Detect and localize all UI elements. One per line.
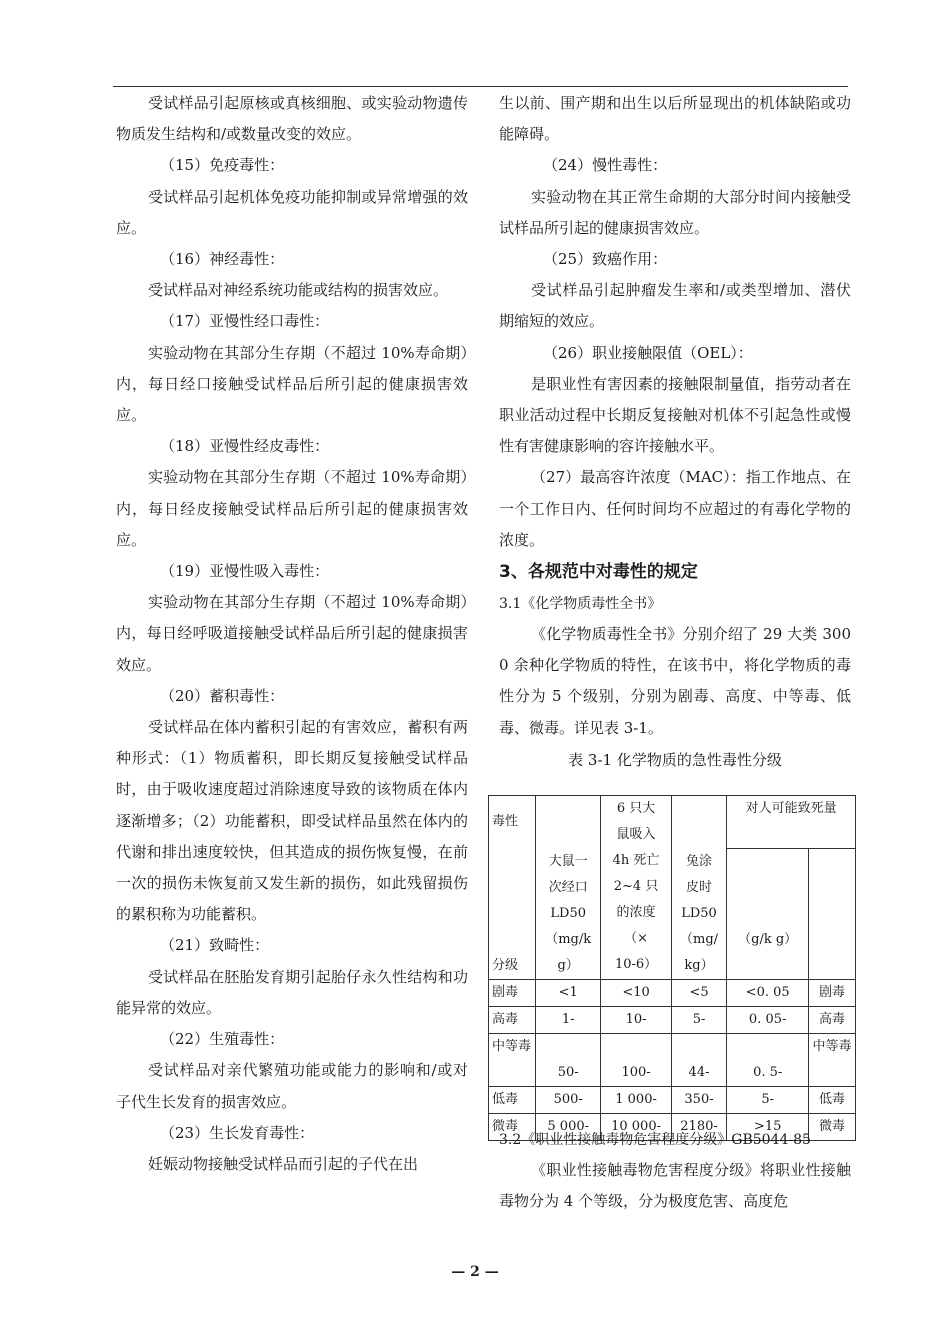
section-heading: 3、各规范中对毒性的规定 [499, 562, 698, 583]
header-grade: 分级 [489, 849, 536, 980]
paragraph: 实验动物在其部分生存期（不超过 10%寿命期）内，每日经口接触受试样品后所引起的健康损害效应。 [116, 343, 468, 425]
paragraph: 受试样品引起肿瘤发生率和/或类型增加、潜伏期缩短的效应。 [499, 281, 851, 331]
right-column-after-table [499, 1125, 851, 1217]
paragraph: 妊娠动物接触受试样品而引起的子代在出 [148, 1154, 419, 1173]
paragraph: 受试样品引起机体免疫功能抑制或异常增强的效应。 [116, 187, 468, 237]
paragraph: 是职业性有害因素的接触限制量值，指劳动者在职业活动过程中长期反复接触对机体不引起急性或慢性有害健康影响的容许接触水平。 [499, 374, 851, 456]
term-heading: （20）蓄积毒性： [160, 686, 285, 705]
header-dermal-ld50: 兔涂 皮时 LD50 （mg/ kg） [671, 796, 727, 980]
paragraph: 受试样品在胚胎发育期引起胎仔永久性结构和功能异常的效应。 [116, 967, 468, 1017]
term-heading: （19）亚慢性吸入毒性： [160, 562, 330, 581]
paragraph: 实验动物在其正常生命期的大部分时间内接触受试样品所引起的健康损害效应。 [499, 187, 851, 237]
term-heading: （21）致畸性： [160, 936, 270, 955]
header-oral-ld50: 大鼠一 次经口 LD50 （mg/k g） [536, 796, 601, 980]
right-column [499, 88, 851, 776]
paragraph: （27）最高容许浓度（MAC）：指工作地点、在一个工作日内、任何时间均不应超过的有毒化学物的浓度。 [499, 468, 851, 549]
term-heading: （17）亚慢性经口毒性： [160, 312, 330, 331]
table-row: 高毒 1- 10- 5- 0. 05- 高毒 [489, 1006, 856, 1033]
term-heading: （25）致癌作用： [543, 250, 668, 269]
paragraph: 实验动物在其部分生存期（不超过 10%寿命期）内，每日经皮接触受试样品后所引起的健康损害效应。 [116, 468, 468, 549]
subsection-heading: 3.1《化学物质毒性全书》 [499, 596, 662, 613]
term-heading: （26）职业接触限值（OEL）： [543, 343, 753, 362]
term-heading: （23）生长发育毒性： [160, 1123, 315, 1142]
left-column [116, 88, 468, 1180]
term-heading: （24）慢性毒性： [543, 156, 668, 175]
table-caption: 表 3-1 化学物质的急性毒性分级 [568, 750, 782, 769]
paragraph: 《职业性接触毒物危害程度分级》将职业性接触毒物分为 4 个等级，分为极度危害、高度危 [499, 1161, 851, 1211]
table-row: 低毒 500- 1 000- 350- 5- 低毒 [489, 1086, 856, 1113]
header-human-lethal-dose: 对人可能致死量 [727, 796, 856, 849]
paragraph: 受试样品在体内蓄积引起的有害效应，蓄积有两种形式：（1）物质蓄积，即长期反复接触受试样品时，由于吸收速度超过消除速度导致的该物质在体内逐渐增多；（2）功能蓄积，即受试样品虽然在体内的代谢和排出速度较快，但其造成的损伤恢复慢，在前一次的损伤未恢复前又发生新的损伤，如此残留损伤的累积称为功能蓄积。 [116, 718, 468, 924]
toxicity-table [488, 795, 856, 1141]
paragraph: 《化学物质毒性全书》分别介绍了 29 大类 3000 余种化学物质的特性，在该书中，将化学物质的毒性分为 5 个级别，分别为剧毒、高度、中等毒、低毒、微毒。详见表 3-1。 [499, 625, 851, 737]
header-human-unit: （g/k g） [727, 849, 809, 980]
paragraph: 受试样品引起原核或真核细胞、或实验动物遗传物质发生结构和/或数量改变的效应。 [116, 94, 468, 144]
term-heading: （16）神经毒性： [160, 250, 285, 269]
header-inhalation: 6 只大 鼠吸入 4h 死亡 2~4 只 的浓度 （× 10-6） [601, 796, 671, 980]
header-rule [113, 86, 848, 87]
subsection-heading: 3.2《职业性接触毒物危害程度分级》GB5044-85 [499, 1132, 811, 1148]
paragraph: 实验动物在其部分生存期（不超过 10%寿命期）内，每日经呼吸道接触受试样品后所引起的健康损害效应。 [116, 593, 468, 674]
term-heading: （22）生殖毒性： [160, 1030, 285, 1049]
table-row: 中等毒 50- 100- 44- 0. 5- 中等毒 [489, 1033, 856, 1086]
paragraph: 受试样品对神经系统功能或结构的损害效应。 [148, 281, 449, 300]
term-heading: （15）免疫毒性： [160, 156, 285, 175]
paragraph: 受试样品对亲代繁殖功能或能力的影响和/或对子代生长发育的损害效应。 [116, 1061, 468, 1111]
table-row: 剧毒 <1 <10 <5 <0. 05 剧毒 [489, 979, 856, 1006]
header-human-grade [809, 849, 856, 980]
page-number: — 2 — [451, 1264, 499, 1280]
table-row: 微毒 5 000- 10 000- 2180- >15 微毒 [489, 1113, 856, 1140]
paragraph-continued: 生以前、围产期和出生以后所显现出的机体缺陷或功能障碍。 [499, 94, 851, 144]
header-toxicity: 毒性 [489, 796, 536, 849]
term-heading: （18）亚慢性经皮毒性： [160, 437, 330, 456]
